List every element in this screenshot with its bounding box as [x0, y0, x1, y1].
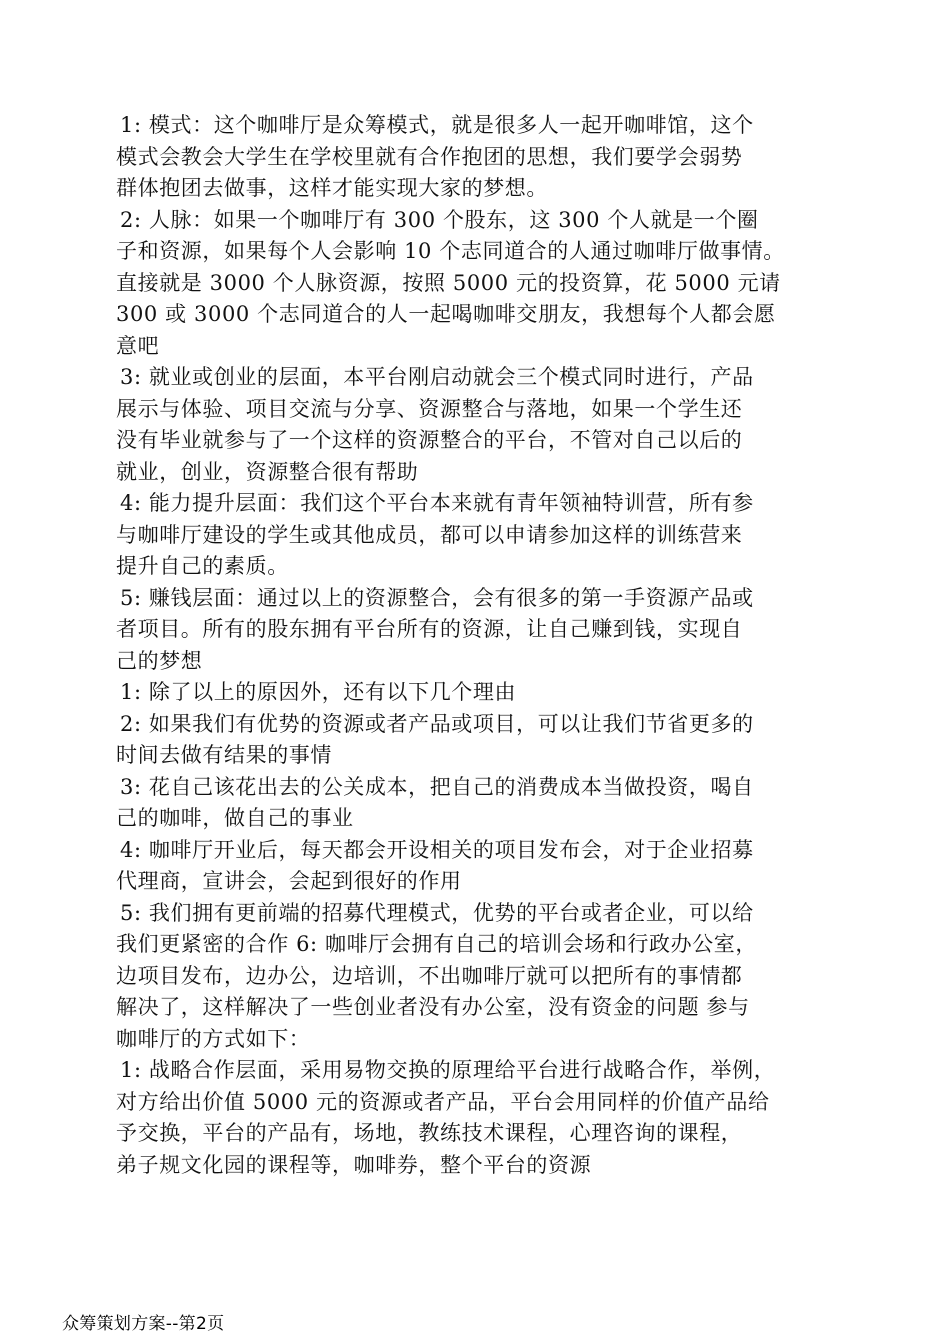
text-line: 300 或 3000 个志同道合的人一起喝咖啡交朋友，我想每个人都会愿 [116, 302, 776, 326]
text-line: 就业，创业，资源整合很有帮助 [116, 459, 419, 484]
text-line: 咖啡厅的方式如下： [116, 1026, 311, 1051]
text-line: 1: 战略合作层面，采用易物交换的原理给平台进行战略合作，举例， [120, 1058, 776, 1082]
text-line: 1: 除了以上的原因外，还有以下几个理由 [120, 680, 517, 704]
text-line: 己的咖啡，做自己的事业 [116, 806, 354, 830]
text-line: 时间去做有结果的事情 [116, 743, 332, 767]
text-line: 1: 模式：这个咖啡厅是众筹模式，就是很多人一起开咖啡馆，这个 [120, 113, 754, 137]
text-line: 5: 赚钱层面：通过以上的资源整合，会有很多的第一手资源产品或 [120, 585, 754, 610]
text-line: 意吧 [116, 333, 160, 358]
text-line: 解决了，这样解决了一些创业者没有办公室，没有资金的问题 参与 [116, 995, 750, 1019]
text-line: 群体抱团去做事，这样才能实现大家的梦想。 [116, 176, 548, 200]
text-line: 边项目发布，边办公，边培训，不出咖啡厅就可以把所有的事情都 [116, 963, 743, 988]
body-text [116, 110, 856, 1181]
text-line: 己的梦想 [116, 648, 203, 673]
text-line: 2: 人脉：如果一个咖啡厅有 300 个股东，这 300 个人就是一个圈 [120, 207, 759, 232]
text-line: 我们更紧密的合作 6: 咖啡厅会拥有自己的培训会场和行政办公室， [116, 932, 757, 956]
text-line: 提升自己的素质。 [116, 554, 289, 578]
text-line: 与咖啡厅建设的学生或其他成员，都可以申请参加这样的训练营来 [116, 522, 743, 547]
text-line: 模式会教会大学生在学校里就有合作抱团的思想，我们要学会弱势 [116, 144, 743, 169]
text-line: 者项目。所有的股东拥有平台所有的资源，让自己赚到钱，实现自 [116, 617, 743, 641]
text-line: 没有毕业就参与了一个这样的资源整合的平台，不管对自己以后的 [116, 428, 743, 452]
text-line: 子和资源，如果每个人会影响 10 个志同道合的人通过咖啡厅做事情。 [116, 239, 785, 263]
text-line: 对方给出价值 5000 元的资源或者产品，平台会用同样的价值产品给 [116, 1089, 770, 1114]
text-line: 3: 就业或创业的层面，本平台刚启动就会三个模式同时进行，产品 [120, 365, 754, 389]
text-line: 展示与体验、项目交流与分享、资源整合与落地，如果一个学生还 [116, 396, 743, 421]
text-line: 4: 咖啡厅开业后，每天都会开设相关的项目发布会，对于企业招募 [120, 837, 754, 862]
page-footer: 众筹策划方案--第2页 [62, 1314, 225, 1334]
text-line: 予交换，平台的产品有，场地，教练技术课程，心理咨询的课程， [116, 1121, 743, 1145]
text-line: 弟子规文化园的课程等，咖啡券，整个平台的资源 [116, 1152, 592, 1177]
text-line: 3: 花自己该花出去的公关成本，把自己的消费成本当做投资，喝自 [120, 774, 754, 799]
text-line: 4: 能力提升层面：我们这个平台本来就有青年领袖特训营，所有参 [120, 491, 754, 515]
text-line: 代理商，宣讲会，会起到很好的作用 [116, 869, 462, 893]
text-line: 直接就是 3000 个人脉资源，按照 5000 元的投资算，花 5000 元请 [116, 270, 781, 295]
text-line: 2: 如果我们有优势的资源或者产品或项目，可以让我们节省更多的 [120, 711, 754, 736]
text-line: 5: 我们拥有更前端的招募代理模式，优势的平台或者企业，可以给 [120, 900, 754, 925]
